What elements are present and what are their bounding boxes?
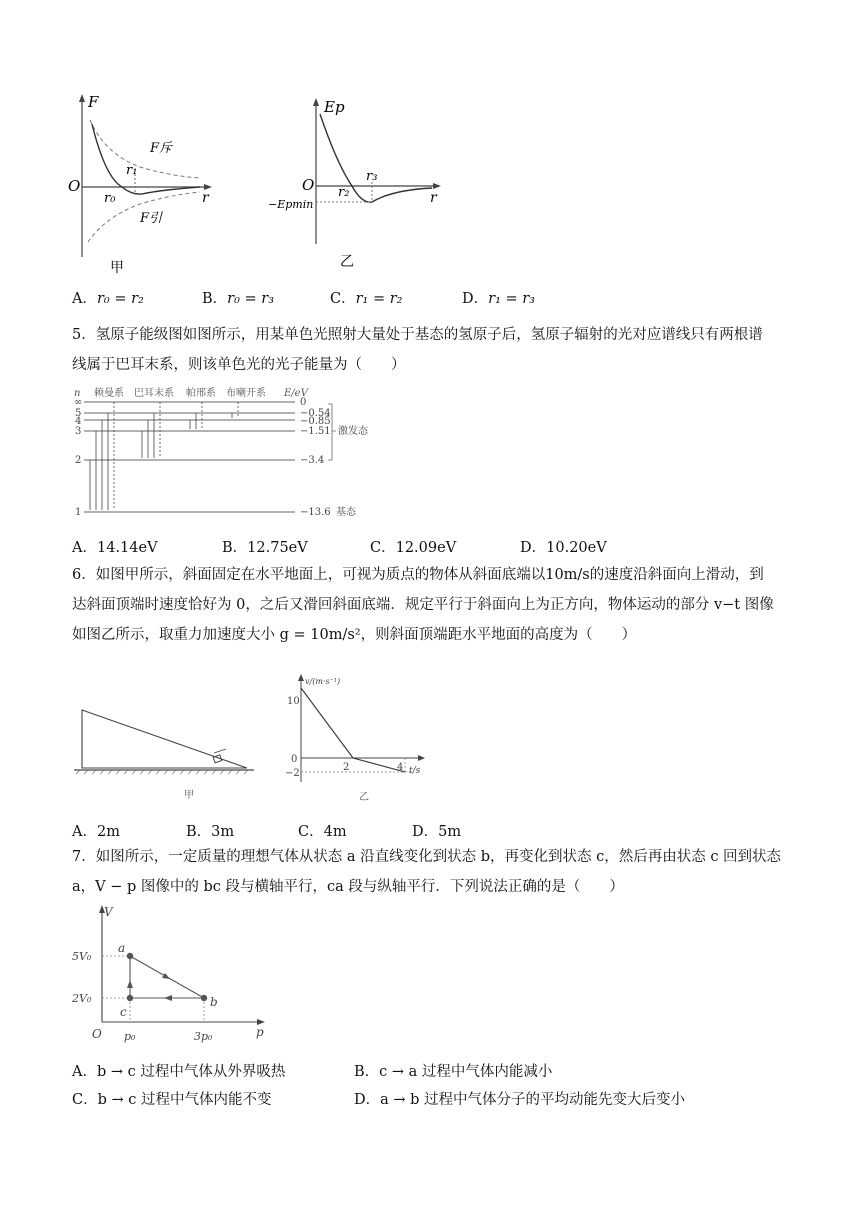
q4-yi-axis-y: Ep — [324, 98, 345, 116]
q7-tick-3p0: 3p₀ — [194, 1030, 213, 1043]
q6-yi-caption: 乙 — [359, 792, 369, 803]
q4-yi-axis-x: r — [430, 190, 437, 206]
q5-level-n-5: 5 — [75, 408, 82, 419]
q6-option-b[interactable]: B．3m — [186, 824, 235, 840]
q5-level-e-3: −1.51 — [300, 426, 331, 437]
q7-point-b: b — [210, 995, 218, 1009]
q5-level-e-5: −0.54 — [300, 408, 331, 419]
q5-ground-label: 基态 — [336, 507, 356, 518]
q6-jia-caption: 甲 — [184, 790, 194, 801]
q5-option-a[interactable]: A．14.14eV — [72, 540, 158, 556]
q5-series-balmer: 巴耳末系 — [134, 388, 174, 399]
q5-level-n-inf: ∞ — [74, 397, 83, 408]
q5-level-n-4: 4 — [75, 416, 82, 427]
q7-option-a[interactable]: A．b → c 过程中气体从外界吸热 — [72, 1064, 286, 1080]
q6-vt-tick-0: 0 — [291, 754, 298, 765]
q5-energy-level-diagram — [70, 384, 370, 524]
q5-option-b[interactable]: B．12.75eV — [222, 540, 308, 556]
q4-jia-fyin-label: F引 — [140, 211, 163, 226]
q4-figure-jia — [60, 92, 220, 282]
q5-level-e-0: 0 — [300, 397, 307, 408]
q7-point-c: c — [120, 1005, 127, 1019]
q6-vt-series-line — [301, 688, 405, 772]
q4-yi-origin: O — [302, 176, 315, 194]
q7-option-b[interactable]: B．c → a 过程中气体内能减小 — [354, 1064, 553, 1080]
q5-option-c[interactable]: C．12.09eV — [370, 540, 457, 556]
q5-excited-label: 激发态 — [338, 426, 368, 437]
q5-level-e-1: −13.6 — [300, 507, 331, 518]
q7-tick-p0: p₀ — [124, 1030, 136, 1043]
q4-yi-r3-label: r₃ — [366, 169, 378, 184]
q4-jia-origin: O — [68, 177, 81, 195]
q5-e-label: E/eV — [284, 388, 308, 399]
q5-series-lyman: 赖曼系 — [94, 388, 124, 399]
q7-tick-5v0: 5V₀ — [72, 950, 92, 963]
q6-vt-tick-4: 4 — [397, 762, 404, 773]
q4-option-c[interactable]: C．r₁ = r₂ — [330, 291, 403, 307]
q5-level-e-2: −3.4 — [300, 455, 325, 466]
q4-yi-caption: 乙 — [340, 254, 354, 270]
q4-jia-caption: 甲 — [110, 260, 124, 276]
q7-stem: 7．如图所示，一定质量的理想气体从状态 a 沿直线变化到状态 b，再变化到状态 c，然后再由状态 c 回到状态 a，V − p 图像中的 bc 段与横轴平行，ca 段与纵轴平行．下列说法正确的是（ ） — [72, 849, 782, 895]
q5-series-brackett: 布喇开系 — [226, 388, 266, 399]
q5-stem: 5．氢原子能级图如图所示，用某单色光照射大量处于基态的氢原子后，氢原子辐射的光对应谱线只有两根谱 线属于巴耳末系，则该单色光的光子能量为（ ） — [72, 327, 763, 373]
q4-yi-r2-label: r₂ — [338, 185, 350, 200]
q5-level-e-4: −0.85 — [300, 416, 331, 427]
q5-level-n-3: 3 — [75, 426, 82, 437]
q7-vp-diagram — [70, 902, 280, 1048]
q4-jia-axis-y: F — [88, 93, 99, 111]
q4-yi-epmin-label: −Epmin — [268, 198, 314, 211]
q7-option-d[interactable]: D．a → b 过程中气体分子的平均动能先变大后变小 — [354, 1092, 686, 1108]
q7-origin: O — [92, 1027, 102, 1041]
q5-n-label: n — [74, 388, 81, 399]
q6-vt-chart — [283, 672, 433, 807]
q4-jia-r1-label: r₁ — [126, 163, 138, 178]
q6-option-a[interactable]: A．2m — [72, 824, 120, 840]
q7-axis-y: V — [104, 905, 113, 919]
q6-stem: 6．如图甲所示，斜面固定在水平地面上，可视为质点的物体从斜面底端以10m/s的速度沿斜面向上滑动，到 达斜面顶端时速度恰好为 0，之后又滑回斜面底端．规定平行于斜面向上为正方向，物体运动的部分 v−t 图像 如图乙所示，取重力加速度大小 g = 10m/s²，则斜面顶端距水平地面的高度为（ ） — [72, 567, 774, 643]
q6-option-d[interactable]: D．5m — [412, 824, 462, 840]
q4-option-a[interactable]: A．r₀ = r₂ — [72, 291, 144, 307]
q4-option-b[interactable]: B．r₀ = r₃ — [202, 291, 275, 307]
q7-point-a: a — [118, 941, 126, 955]
q5-series-paschen: 帕邢系 — [186, 388, 216, 399]
q5-option-d[interactable]: D．10.20eV — [520, 540, 607, 556]
q4-jia-axis-x: r — [202, 190, 209, 206]
q5-level-n-1: 1 — [75, 507, 82, 518]
q4-jia-fchi-label: F斥 — [150, 141, 173, 156]
q6-option-c[interactable]: C．4m — [298, 824, 347, 840]
q6-vt-tick-m2: −2 — [285, 768, 300, 779]
q7-axis-x: p — [256, 1025, 264, 1039]
q4-figure-yi — [262, 94, 452, 279]
q6-vt-y-axis: v/(m·s⁻¹) — [305, 677, 341, 686]
q7-option-c[interactable]: C．b → c 过程中气体内能不变 — [72, 1092, 272, 1108]
q4-jia-r0-label: r₀ — [104, 191, 116, 206]
q6-vt-tick-10: 10 — [287, 696, 300, 707]
q4-option-d[interactable]: D．r₁ = r₃ — [462, 291, 535, 307]
q6-figure-jia — [72, 700, 257, 802]
q5-level-n-2: 2 — [75, 455, 82, 466]
q6-vt-tick-2: 2 — [343, 762, 350, 773]
q7-tick-2v0: 2V₀ — [72, 992, 92, 1005]
q6-vt-x-axis: t/s — [409, 766, 421, 776]
